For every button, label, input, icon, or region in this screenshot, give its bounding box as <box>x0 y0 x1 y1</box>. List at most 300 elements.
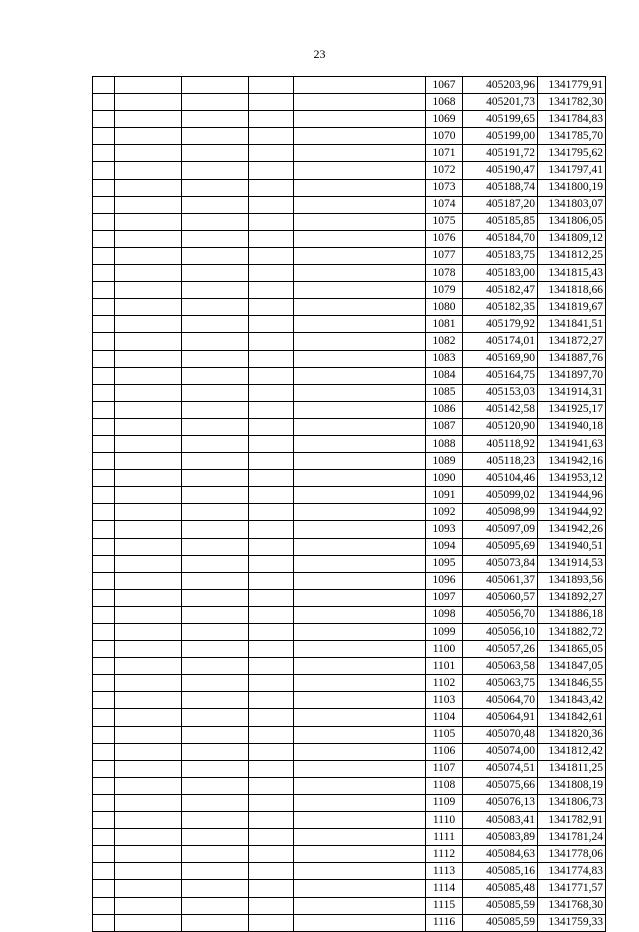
table-row <box>93 145 606 162</box>
y-coordinate-cell: 1341882,72 <box>538 624 606 641</box>
point-number-cell: 1075 <box>426 213 463 230</box>
point-number-cell: 1083 <box>426 350 463 367</box>
x-coordinate-cell: 405076,13 <box>463 794 538 811</box>
empty-cell <box>115 418 182 435</box>
x-coordinate-cell: 405164,75 <box>463 367 538 384</box>
empty-cell <box>294 914 426 931</box>
empty-cell <box>249 401 294 418</box>
table-row <box>93 794 606 811</box>
empty-cell <box>115 794 182 811</box>
table-row <box>93 812 606 829</box>
table-row <box>93 880 606 897</box>
table-row <box>93 316 606 333</box>
empty-cell <box>182 384 249 401</box>
empty-cell <box>294 641 426 658</box>
y-coordinate-cell: 1341812,25 <box>538 247 606 264</box>
empty-cell <box>294 196 426 213</box>
empty-cell <box>249 145 294 162</box>
empty-cell <box>249 247 294 264</box>
y-coordinate-cell: 1341953,12 <box>538 470 606 487</box>
y-coordinate-cell: 1341940,51 <box>538 538 606 555</box>
empty-cell <box>249 230 294 247</box>
empty-cell <box>182 624 249 641</box>
table-row <box>93 111 606 128</box>
empty-cell <box>182 316 249 333</box>
empty-cell <box>115 401 182 418</box>
empty-cell <box>249 162 294 179</box>
empty-cell <box>294 846 426 863</box>
x-coordinate-cell: 405056,70 <box>463 606 538 623</box>
empty-cell <box>182 709 249 726</box>
empty-cell <box>93 641 115 658</box>
empty-cell <box>294 777 426 794</box>
x-coordinate-cell: 405085,16 <box>463 863 538 880</box>
point-number-cell: 1102 <box>426 675 463 692</box>
empty-cell <box>115 726 182 743</box>
table-row <box>93 367 606 384</box>
x-coordinate-cell: 405185,85 <box>463 213 538 230</box>
empty-cell <box>294 453 426 470</box>
empty-cell <box>115 709 182 726</box>
y-coordinate-cell: 1341803,07 <box>538 196 606 213</box>
empty-cell <box>294 384 426 401</box>
y-coordinate-cell: 1341809,12 <box>538 230 606 247</box>
y-coordinate-cell: 1341784,83 <box>538 111 606 128</box>
table-row <box>93 521 606 538</box>
empty-cell <box>182 401 249 418</box>
empty-cell <box>115 487 182 504</box>
point-number-cell: 1085 <box>426 384 463 401</box>
y-coordinate-cell: 1341782,30 <box>538 94 606 111</box>
empty-cell <box>115 572 182 589</box>
empty-cell <box>249 538 294 555</box>
empty-cell <box>249 812 294 829</box>
point-number-cell: 1088 <box>426 435 463 452</box>
empty-cell <box>294 709 426 726</box>
y-coordinate-cell: 1341820,36 <box>538 726 606 743</box>
empty-cell <box>93 487 115 504</box>
empty-cell <box>115 641 182 658</box>
empty-cell <box>115 589 182 606</box>
empty-cell <box>115 555 182 572</box>
empty-cell <box>249 504 294 521</box>
table-row <box>93 555 606 572</box>
x-coordinate-cell: 405085,48 <box>463 880 538 897</box>
point-number-cell: 1070 <box>426 128 463 145</box>
y-coordinate-cell: 1341842,61 <box>538 709 606 726</box>
table-row <box>93 692 606 709</box>
point-number-cell: 1111 <box>426 829 463 846</box>
empty-cell <box>93 897 115 914</box>
x-coordinate-cell: 405118,23 <box>463 453 538 470</box>
empty-cell <box>93 777 115 794</box>
empty-cell <box>115 743 182 760</box>
point-number-cell: 1105 <box>426 726 463 743</box>
x-coordinate-cell: 405085,59 <box>463 897 538 914</box>
y-coordinate-cell: 1341808,19 <box>538 777 606 794</box>
point-number-cell: 1107 <box>426 760 463 777</box>
empty-cell <box>93 863 115 880</box>
empty-cell <box>294 829 426 846</box>
table-row <box>93 829 606 846</box>
empty-cell <box>249 743 294 760</box>
empty-cell <box>182 589 249 606</box>
point-number-cell: 1068 <box>426 94 463 111</box>
y-coordinate-cell: 1341940,18 <box>538 418 606 435</box>
empty-cell <box>182 145 249 162</box>
table-row <box>93 94 606 111</box>
y-coordinate-cell: 1341942,26 <box>538 521 606 538</box>
empty-cell <box>294 555 426 572</box>
table-row <box>93 675 606 692</box>
empty-cell <box>182 606 249 623</box>
x-coordinate-cell: 405142,58 <box>463 401 538 418</box>
empty-cell <box>249 794 294 811</box>
point-number-cell: 1108 <box>426 777 463 794</box>
y-coordinate-cell: 1341897,70 <box>538 367 606 384</box>
empty-cell <box>182 726 249 743</box>
y-coordinate-cell: 1341925,17 <box>538 401 606 418</box>
empty-cell <box>93 914 115 931</box>
empty-cell <box>182 538 249 555</box>
empty-cell <box>182 196 249 213</box>
empty-cell <box>93 213 115 230</box>
empty-cell <box>249 265 294 282</box>
empty-cell <box>294 470 426 487</box>
empty-cell <box>93 555 115 572</box>
y-coordinate-cell: 1341781,24 <box>538 829 606 846</box>
empty-cell <box>93 572 115 589</box>
point-number-cell: 1093 <box>426 521 463 538</box>
empty-cell <box>93 350 115 367</box>
x-coordinate-cell: 405075,66 <box>463 777 538 794</box>
empty-cell <box>115 880 182 897</box>
empty-cell <box>249 624 294 641</box>
empty-cell <box>115 521 182 538</box>
empty-cell <box>182 487 249 504</box>
y-coordinate-cell: 1341944,96 <box>538 487 606 504</box>
point-number-cell: 1112 <box>426 846 463 863</box>
empty-cell <box>115 863 182 880</box>
x-coordinate-cell: 405191,72 <box>463 145 538 162</box>
table-row <box>93 897 606 914</box>
point-number-cell: 1073 <box>426 179 463 196</box>
x-coordinate-cell: 405118,92 <box>463 435 538 452</box>
table-row <box>93 624 606 641</box>
empty-cell <box>182 641 249 658</box>
page-number: 23 <box>313 47 326 61</box>
empty-cell <box>93 196 115 213</box>
empty-cell <box>115 111 182 128</box>
empty-cell <box>93 418 115 435</box>
empty-cell <box>294 692 426 709</box>
x-coordinate-cell: 405183,75 <box>463 247 538 264</box>
table-row <box>93 470 606 487</box>
table-row <box>93 863 606 880</box>
y-coordinate-cell: 1341778,06 <box>538 846 606 863</box>
empty-cell <box>182 179 249 196</box>
empty-cell <box>115 624 182 641</box>
empty-cell <box>182 914 249 931</box>
empty-cell <box>249 453 294 470</box>
x-coordinate-cell: 405064,91 <box>463 709 538 726</box>
empty-cell <box>249 846 294 863</box>
empty-cell <box>182 743 249 760</box>
x-coordinate-cell: 405073,84 <box>463 555 538 572</box>
x-coordinate-cell: 405095,69 <box>463 538 538 555</box>
x-coordinate-cell: 405085,59 <box>463 914 538 931</box>
empty-cell <box>115 94 182 111</box>
table-row <box>93 265 606 282</box>
table-row <box>93 606 606 623</box>
empty-cell <box>249 589 294 606</box>
empty-cell <box>294 94 426 111</box>
empty-cell <box>115 77 182 94</box>
point-number-cell: 1097 <box>426 589 463 606</box>
empty-cell <box>182 453 249 470</box>
empty-cell <box>249 435 294 452</box>
empty-cell <box>93 812 115 829</box>
empty-cell <box>249 111 294 128</box>
table-row <box>93 572 606 589</box>
empty-cell <box>182 470 249 487</box>
y-coordinate-cell: 1341812,42 <box>538 743 606 760</box>
empty-cell <box>93 453 115 470</box>
empty-cell <box>294 162 426 179</box>
point-number-cell: 1076 <box>426 230 463 247</box>
empty-cell <box>115 350 182 367</box>
point-number-cell: 1092 <box>426 504 463 521</box>
empty-cell <box>294 606 426 623</box>
x-coordinate-cell: 405104,46 <box>463 470 538 487</box>
empty-cell <box>93 589 115 606</box>
table-row <box>93 77 606 94</box>
point-number-cell: 1098 <box>426 606 463 623</box>
x-coordinate-cell: 405060,57 <box>463 589 538 606</box>
point-number-cell: 1100 <box>426 641 463 658</box>
empty-cell <box>294 111 426 128</box>
x-coordinate-cell: 405182,35 <box>463 299 538 316</box>
table-row <box>93 760 606 777</box>
empty-cell <box>115 658 182 675</box>
empty-cell <box>93 606 115 623</box>
empty-cell <box>249 555 294 572</box>
empty-cell <box>115 435 182 452</box>
empty-cell <box>182 897 249 914</box>
empty-cell <box>93 521 115 538</box>
table-row <box>93 230 606 247</box>
point-number-cell: 1081 <box>426 316 463 333</box>
y-coordinate-cell: 1341942,16 <box>538 453 606 470</box>
empty-cell <box>93 658 115 675</box>
empty-cell <box>93 624 115 641</box>
empty-cell <box>115 128 182 145</box>
table-row <box>93 538 606 555</box>
table-row <box>93 777 606 794</box>
y-coordinate-cell: 1341944,92 <box>538 504 606 521</box>
point-number-cell: 1082 <box>426 333 463 350</box>
y-coordinate-cell: 1341846,55 <box>538 675 606 692</box>
y-coordinate-cell: 1341774,83 <box>538 863 606 880</box>
empty-cell <box>93 435 115 452</box>
empty-cell <box>294 282 426 299</box>
empty-cell <box>182 333 249 350</box>
point-number-cell: 1089 <box>426 453 463 470</box>
y-coordinate-cell: 1341941,63 <box>538 435 606 452</box>
empty-cell <box>182 675 249 692</box>
table-row <box>93 453 606 470</box>
empty-cell <box>182 418 249 435</box>
empty-cell <box>294 367 426 384</box>
y-coordinate-cell: 1341768,30 <box>538 897 606 914</box>
empty-cell <box>294 435 426 452</box>
empty-cell <box>182 846 249 863</box>
empty-cell <box>115 196 182 213</box>
table-row <box>93 401 606 418</box>
x-coordinate-cell: 405074,51 <box>463 760 538 777</box>
empty-cell <box>249 367 294 384</box>
empty-cell <box>249 77 294 94</box>
empty-cell <box>93 401 115 418</box>
empty-cell <box>182 658 249 675</box>
y-coordinate-cell: 1341872,27 <box>538 333 606 350</box>
empty-cell <box>115 316 182 333</box>
point-number-cell: 1090 <box>426 470 463 487</box>
empty-cell <box>294 230 426 247</box>
empty-cell <box>249 316 294 333</box>
x-coordinate-cell: 405057,26 <box>463 641 538 658</box>
table-row <box>93 641 606 658</box>
empty-cell <box>249 333 294 350</box>
empty-cell <box>294 299 426 316</box>
empty-cell <box>182 777 249 794</box>
x-coordinate-cell: 405201,73 <box>463 94 538 111</box>
empty-cell <box>93 829 115 846</box>
point-number-cell: 1071 <box>426 145 463 162</box>
x-coordinate-cell: 405074,00 <box>463 743 538 760</box>
empty-cell <box>182 692 249 709</box>
empty-cell <box>93 162 115 179</box>
y-coordinate-cell: 1341892,27 <box>538 589 606 606</box>
empty-cell <box>93 77 115 94</box>
empty-cell <box>294 794 426 811</box>
x-coordinate-cell: 405083,41 <box>463 812 538 829</box>
empty-cell <box>115 504 182 521</box>
y-coordinate-cell: 1341818,66 <box>538 282 606 299</box>
x-coordinate-cell: 405084,63 <box>463 846 538 863</box>
table-row <box>93 162 606 179</box>
y-coordinate-cell: 1341779,91 <box>538 77 606 94</box>
point-number-cell: 1106 <box>426 743 463 760</box>
empty-cell <box>249 914 294 931</box>
point-number-cell: 1087 <box>426 418 463 435</box>
table-row <box>93 350 606 367</box>
empty-cell <box>93 470 115 487</box>
empty-cell <box>294 760 426 777</box>
x-coordinate-cell: 405199,00 <box>463 128 538 145</box>
x-coordinate-cell: 405063,75 <box>463 675 538 692</box>
empty-cell <box>294 521 426 538</box>
y-coordinate-cell: 1341914,53 <box>538 555 606 572</box>
empty-cell <box>294 538 426 555</box>
x-coordinate-cell: 405174,01 <box>463 333 538 350</box>
table-row <box>93 128 606 145</box>
empty-cell <box>182 77 249 94</box>
table-row <box>93 299 606 316</box>
y-coordinate-cell: 1341782,91 <box>538 812 606 829</box>
y-coordinate-cell: 1341806,05 <box>538 213 606 230</box>
empty-cell <box>93 333 115 350</box>
empty-cell <box>115 162 182 179</box>
empty-cell <box>249 606 294 623</box>
empty-cell <box>182 265 249 282</box>
x-coordinate-cell: 405184,70 <box>463 230 538 247</box>
point-number-cell: 1084 <box>426 367 463 384</box>
table-row <box>93 846 606 863</box>
y-coordinate-cell: 1341806,73 <box>538 794 606 811</box>
empty-cell <box>115 760 182 777</box>
empty-cell <box>294 487 426 504</box>
empty-cell <box>294 77 426 94</box>
point-number-cell: 1072 <box>426 162 463 179</box>
empty-cell <box>93 282 115 299</box>
empty-cell <box>249 213 294 230</box>
y-coordinate-cell: 1341887,76 <box>538 350 606 367</box>
x-coordinate-cell: 405098,99 <box>463 504 538 521</box>
empty-cell <box>115 692 182 709</box>
table-body <box>93 77 606 932</box>
point-number-cell: 1080 <box>426 299 463 316</box>
empty-cell <box>115 265 182 282</box>
point-number-cell: 1091 <box>426 487 463 504</box>
table-row <box>93 487 606 504</box>
empty-cell <box>115 213 182 230</box>
point-number-cell: 1095 <box>426 555 463 572</box>
x-coordinate-cell: 405182,47 <box>463 282 538 299</box>
empty-cell <box>294 726 426 743</box>
empty-cell <box>249 282 294 299</box>
empty-cell <box>115 145 182 162</box>
table-row <box>93 726 606 743</box>
empty-cell <box>115 367 182 384</box>
empty-cell <box>249 179 294 196</box>
empty-cell <box>249 760 294 777</box>
point-number-cell: 1099 <box>426 624 463 641</box>
point-number-cell: 1086 <box>426 401 463 418</box>
point-number-cell: 1094 <box>426 538 463 555</box>
empty-cell <box>294 333 426 350</box>
y-coordinate-cell: 1341771,57 <box>538 880 606 897</box>
table-row <box>93 196 606 213</box>
empty-cell <box>294 812 426 829</box>
empty-cell <box>115 247 182 264</box>
x-coordinate-cell: 405083,89 <box>463 829 538 846</box>
empty-cell <box>93 128 115 145</box>
point-number-cell: 1110 <box>426 812 463 829</box>
empty-cell <box>294 743 426 760</box>
empty-cell <box>182 829 249 846</box>
table-row <box>93 504 606 521</box>
x-coordinate-cell: 405064,70 <box>463 692 538 709</box>
empty-cell <box>249 470 294 487</box>
point-number-cell: 1074 <box>426 196 463 213</box>
empty-cell <box>93 111 115 128</box>
table-row <box>93 709 606 726</box>
empty-cell <box>93 94 115 111</box>
empty-cell <box>249 299 294 316</box>
empty-cell <box>182 230 249 247</box>
empty-cell <box>294 179 426 196</box>
